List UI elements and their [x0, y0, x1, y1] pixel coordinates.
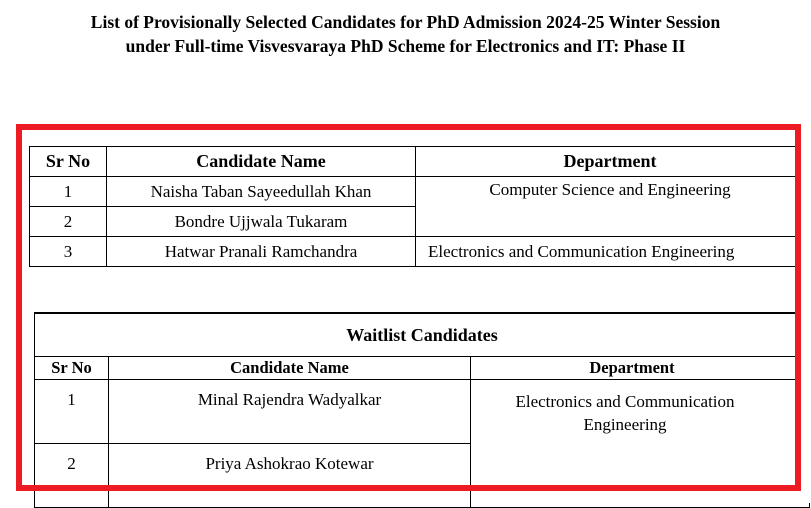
- candidate-name: Bondre Ujjwala Tukaram: [107, 207, 416, 237]
- selected-candidates-table: [29, 146, 805, 267]
- title-line-1: List of Provisionally Selected Candidates for PhD Admission 2024-25 Winter Session: [90, 12, 721, 32]
- waitlist-caption: Waitlist Candidates: [35, 313, 810, 357]
- sr-no: 2: [30, 207, 107, 237]
- table-header-row: [35, 357, 810, 380]
- header-candidate-name: Candidate Name: [109, 357, 471, 380]
- table-header-row: [30, 147, 805, 177]
- document-title: [0, 10, 811, 58]
- header-candidate-name: Candidate Name: [107, 147, 416, 177]
- department-text: Electronics and Communication Engineering: [515, 392, 735, 434]
- header-sr-no: Sr No: [30, 147, 107, 177]
- page-margin: [801, 0, 811, 503]
- candidate-name: Minal Rajendra Wadyalkar: [109, 380, 471, 444]
- sr-no: 1: [35, 380, 109, 444]
- header-department: Department: [471, 357, 810, 380]
- department: Electronics and Communication Engineering: [416, 237, 805, 267]
- candidate-name: Priya Ashokrao Kotewar: [109, 444, 471, 508]
- table-row: [30, 177, 805, 207]
- table-row: [35, 380, 810, 444]
- waitlist-table: [34, 312, 810, 508]
- sr-no: 1: [30, 177, 107, 207]
- title-line-2: under Full-time Visvesvaraya PhD Scheme for Electronics and IT: Phase II: [125, 36, 686, 56]
- table-row: [30, 237, 805, 267]
- candidate-name: Hatwar Pranali Ramchandra: [107, 237, 416, 267]
- department: Computer Science and Engineering: [416, 177, 805, 237]
- waitlist-caption-row: [35, 313, 810, 357]
- sr-no: 2: [35, 444, 109, 508]
- header-department: Department: [416, 147, 805, 177]
- department: [471, 380, 810, 508]
- candidate-name: Naisha Taban Sayeedullah Khan: [107, 177, 416, 207]
- header-sr-no: Sr No: [35, 357, 109, 380]
- sr-no: 3: [30, 237, 107, 267]
